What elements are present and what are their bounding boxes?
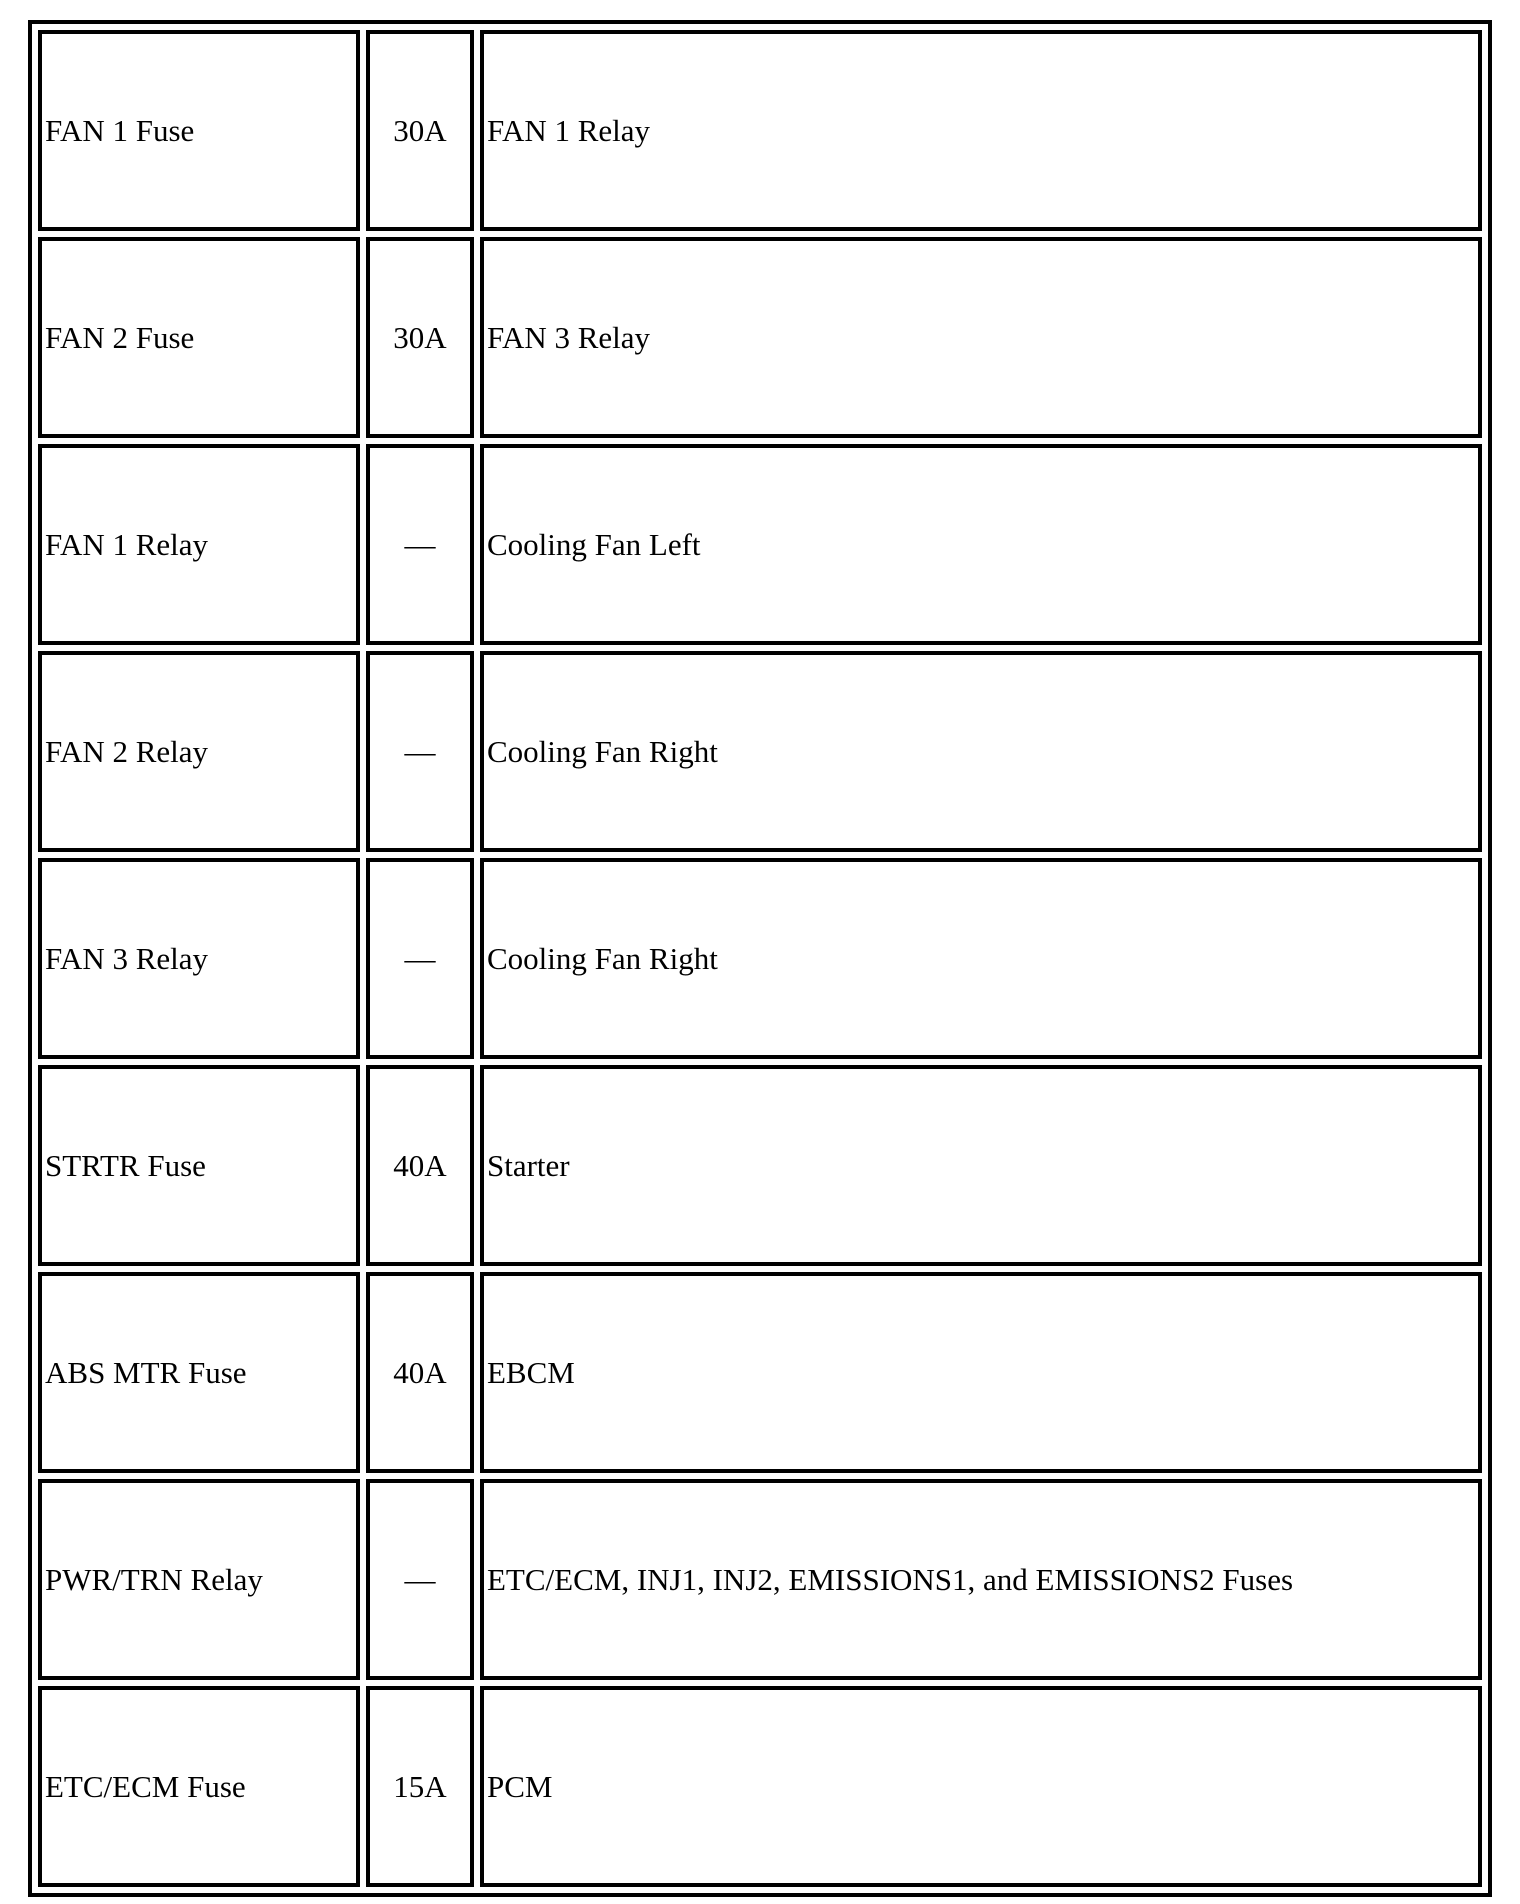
usage-cell: FAN 3 Relay: [480, 237, 1482, 438]
table-row: [38, 444, 1482, 645]
table-row: [38, 1272, 1482, 1473]
circuit-cell: FAN 2 Fuse: [38, 237, 360, 438]
table-row: [38, 858, 1482, 1059]
circuit-cell: FAN 3 Relay: [38, 858, 360, 1059]
circuit-cell: PWR/TRN Relay: [38, 1479, 360, 1680]
rating-cell: 30A: [366, 237, 474, 438]
circuit-cell: FAN 1 Relay: [38, 444, 360, 645]
table-row: [38, 1065, 1482, 1266]
circuit-cell: ABS MTR Fuse: [38, 1272, 360, 1473]
usage-cell: FAN 1 Relay: [480, 30, 1482, 231]
usage-cell: EBCM: [480, 1272, 1482, 1473]
table-row: [38, 30, 1482, 231]
rating-cell: —: [366, 858, 474, 1059]
fuse-table: [32, 24, 1488, 1893]
table-row: [38, 237, 1482, 438]
usage-cell: ETC/ECM, INJ1, INJ2, EMISSIONS1, and EMISSIONS2 Fuses: [480, 1479, 1482, 1680]
circuit-cell: FAN 1 Fuse: [38, 30, 360, 231]
rating-cell: 15A: [366, 1686, 474, 1887]
usage-cell: PCM: [480, 1686, 1482, 1887]
circuit-cell: FAN 2 Relay: [38, 651, 360, 852]
table-row: [38, 1479, 1482, 1680]
circuit-cell: STRTR Fuse: [38, 1065, 360, 1266]
usage-cell: Cooling Fan Right: [480, 858, 1482, 1059]
usage-cell: Cooling Fan Right: [480, 651, 1482, 852]
usage-cell: Cooling Fan Left: [480, 444, 1482, 645]
table-row: [38, 1686, 1482, 1887]
fuse-table-frame: [28, 20, 1492, 1897]
rating-cell: 30A: [366, 30, 474, 231]
fuse-table-body: [38, 30, 1482, 1887]
rating-cell: —: [366, 651, 474, 852]
rating-cell: —: [366, 444, 474, 645]
circuit-cell: ETC/ECM Fuse: [38, 1686, 360, 1887]
rating-cell: —: [366, 1479, 474, 1680]
rating-cell: 40A: [366, 1272, 474, 1473]
usage-cell: Starter: [480, 1065, 1482, 1266]
table-row: [38, 651, 1482, 852]
rating-cell: 40A: [366, 1065, 474, 1266]
